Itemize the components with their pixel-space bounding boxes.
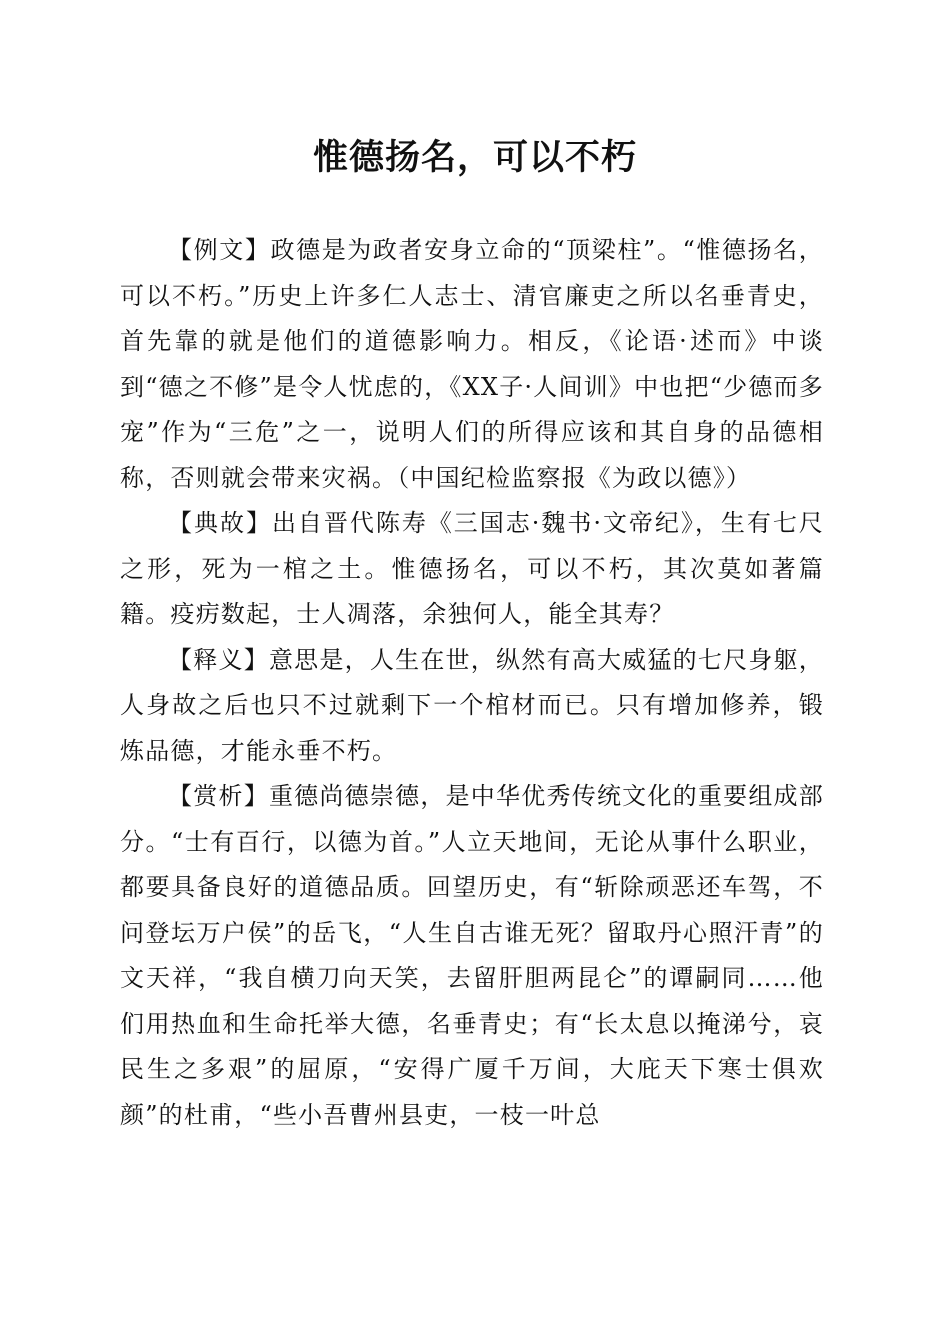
page-title: 惟德扬名，可以不朽 [312,137,637,178]
paragraph-text: 出自晋代陈寿《三国志·魏书·文帝纪》，生有七尺之形，死为一棺之土。惟德扬名，可以不朽，其次莫如著篇籍。疫疠数起，士人凋落，余独何人，能全其寿？ [120,509,824,628]
paragraph-text: 重德尚德崇德，是中华优秀传统文化的重要组成部分。“士有百行，以德为首。”人立天地间，无论从事什么职业，都要具备良好的道德品质。回望历史，有“斩除顽恶还车驾，不问登坛万户侯”的岳飞，“人生自古谁无死？留取丹心照汗青”的文天祥，“我自横刀向天笑，去留肝胆两昆仑”的谭嗣同……他们用热血和生命托举大德，名垂青史；有“长太息以掩涕兮，哀民生之多艰”的屈原，“安得广厦千万间，大庇天下寒士俱欢颜”的杜甫，“些小吾曹州县吏，一枝一叶总 [120,782,824,1129]
paragraph-tag: 【释义】 [168,645,269,674]
paragraph-example [120,228,824,501]
paragraph-allusion [120,501,824,638]
paragraph-text: 政德是为政者安身立命的“顶梁柱”。“惟德扬名，可以不朽。”历史上许多仁人志士、清官廉吏之所以名垂青史，首先靠的就是他们的道德影响力。相反，《论语·述而》中谈到“德之不修”是令人忧虑的，《XX子·人间训》中也把“少德而多宠”作为“三危”之一，说明人们的所得应该和其自身的品德相称，否则就会带来灾祸。（中国纪检监察报《为政以德》） [120,236,824,492]
article-body [120,228,824,1138]
paragraph-meaning [120,638,824,775]
paragraph-tag: 【例文】 [168,236,271,264]
paragraph-tag: 【赏析】 [168,782,269,810]
paragraph-text: 意思是，人生在世，纵然有高大威猛的七尺身躯，人身故之后也只不过就剩下一个棺材而已。只有增加修养，锻炼品德，才能永垂不朽。 [120,645,824,765]
paragraph-tag: 【典故】 [168,509,272,537]
paragraph-appreciation [120,774,824,1138]
